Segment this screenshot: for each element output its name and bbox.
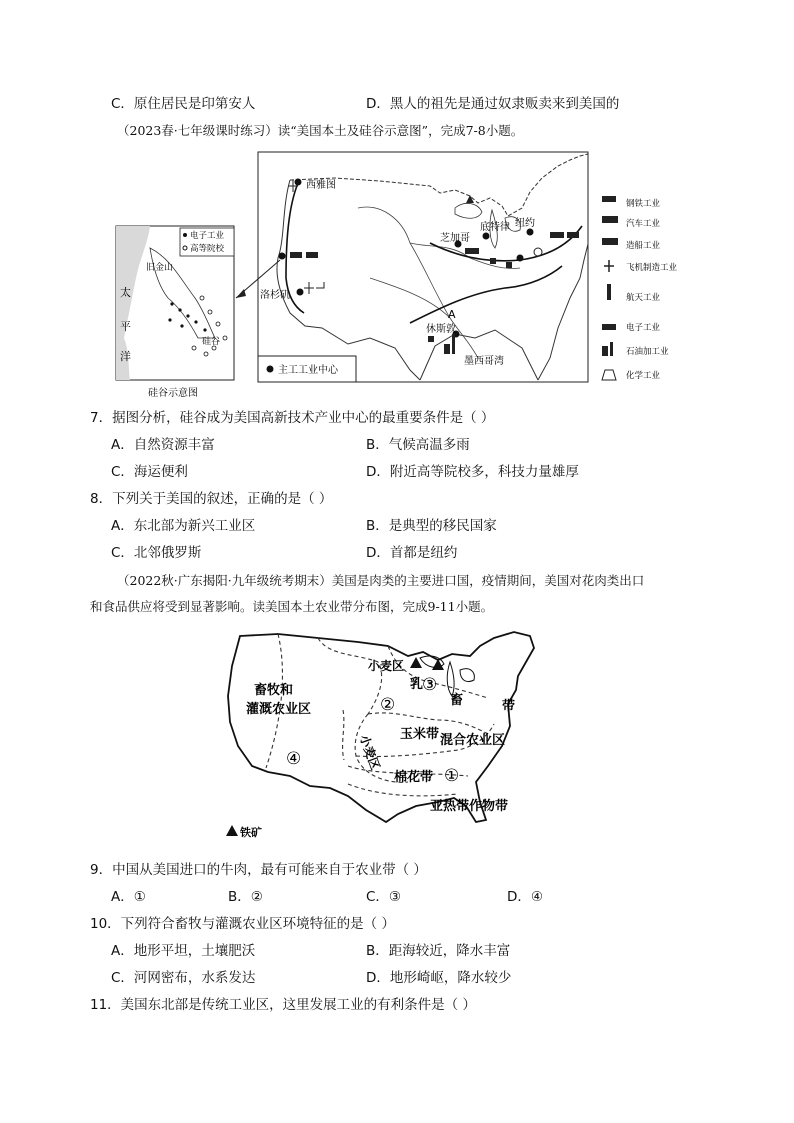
label-num-1: ① [444,766,460,786]
option-c-prev: C．原住居民是印第安人 [111,96,256,112]
intro-q7-8: （2023春·七年级课时练习）读“美国本土及硅谷示意图”，完成7-8小题。 [117,123,524,138]
q11-stem: 11．美国东北部是传统工业区，这里发展工业的有利条件是（ ） [90,997,476,1013]
label-ranching-2: 灌溉农业区 [246,702,312,717]
city-seattle: 西雅图 [306,180,336,191]
label-num-4: ④ [286,749,302,769]
q10-option-d: D．地形崎岖，降水较少 [366,970,512,986]
city-houston: 休斯敦 [426,324,456,335]
label-ranching-1: 畜牧和 [254,683,294,698]
label-num-3: ③ [422,675,438,695]
q8-option-b: B．是典型的移民国家 [366,518,497,534]
industry-legend [602,196,678,381]
label-point-a: A [448,308,456,321]
inset-caption: 硅谷示意图 [148,388,198,399]
inset-legend-electronics: 电子工业 [190,231,225,241]
us-industry-map [110,148,700,400]
label-corn: 玉米带 [400,727,440,742]
label-wheat-north: 小麦区 [368,659,405,673]
inset-legend-university: 高等院校 [190,244,225,254]
legend-iron-ore: 铁矿 [240,826,262,839]
q10-option-c: C．河网密布，水系发达 [111,970,256,986]
q7-option-d: D．附近高等院校多，科技力量雄厚 [366,464,579,480]
q9-stem: 9．中国从美国进口的牛肉，最有可能来自于农业带（ ） [90,862,427,878]
q7-stem: 7．据图分析，硅谷成为美国高新技术产业中心的最重要条件是（ ） [90,410,495,426]
inset-ocean-3: 洋 [120,350,131,363]
legend-aircraft: 飞机制造工业 [626,263,678,273]
inset-ocean-1: 太 [120,286,131,299]
city-new-york: 纽约 [515,218,535,229]
legend-petroleum: 石油加工业 [626,347,669,357]
legend-shipbuilding: 造船工业 [626,241,661,251]
q9-option-b: B．② [228,889,263,905]
label-subtropical: 亚热带作物带 [430,799,509,814]
q10-option-a: A．地形平坦，土壤肥沃 [111,943,256,959]
q7-option-a: A．自然资源丰富 [111,437,215,453]
legend-main-center: 主工工业中心 [278,365,338,376]
city-detroit: 底特律 [480,222,510,233]
legend-chemical: 化学工业 [626,371,661,381]
legend-electronics: 电子工业 [626,323,661,333]
q8-stem: 8．下列关于美国的叙述，正确的是（ ） [90,491,333,507]
q8-option-c: C．北邻俄罗斯 [111,545,202,561]
q8-option-a: A．东北部为新兴工业区 [111,518,256,534]
legend-steel: 钢铁工业 [626,199,661,209]
label-gulf-of-mexico: 墨西哥湾 [464,356,504,367]
label-cotton: 棉花带 [394,770,434,785]
intro-q9-11-line1: （2022秋·广东揭阳·九年级统考期末）美国是肉类的主要进口国，疫情期间，美国对花肉类出口 [117,573,645,588]
option-d-prev: D．黑人的祖先是通过奴隶贩卖来到美国的 [366,96,620,112]
q10-option-b: B．距海较近，降水丰富 [366,943,511,959]
legend-aerospace: 航天工业 [626,293,661,303]
us-agriculture-map [218,626,558,842]
q7-option-c: C．海运便利 [111,464,188,480]
city-chicago: 芝加哥 [440,233,470,244]
legend-auto: 汽车工业 [626,219,661,229]
label-dairy-1: 乳 [410,677,424,692]
city-los-angeles: 洛杉矶 [260,290,290,301]
label-num-2: ② [380,695,396,715]
q8-option-d: D．首都是纽约 [366,545,458,561]
q7-option-b: B．气候高温多雨 [366,437,470,453]
label-wheat-south: 小麦区 [356,733,383,772]
label-mixed: 混合农业区 [440,733,506,748]
q10-stem: 10．下列符合畜牧与灌溉农业区环境特征的是（ ） [90,916,395,932]
inset-silicon-valley: 硅谷 [202,337,221,347]
q9-option-d: D．④ [507,889,543,905]
q9-option-c: C．③ [366,889,402,905]
inset-san-francisco: 旧金山 [146,263,174,273]
q9-option-a: A．① [111,889,146,905]
inset-ocean-2: 平 [120,320,131,333]
label-dairy-3: 带 [502,699,516,714]
label-dairy-2: 畜 [450,693,464,708]
intro-q9-11-line2: 和食品供应将受到显著影响。读美国本土农业带分布图，完成9-11小题。 [90,599,494,614]
